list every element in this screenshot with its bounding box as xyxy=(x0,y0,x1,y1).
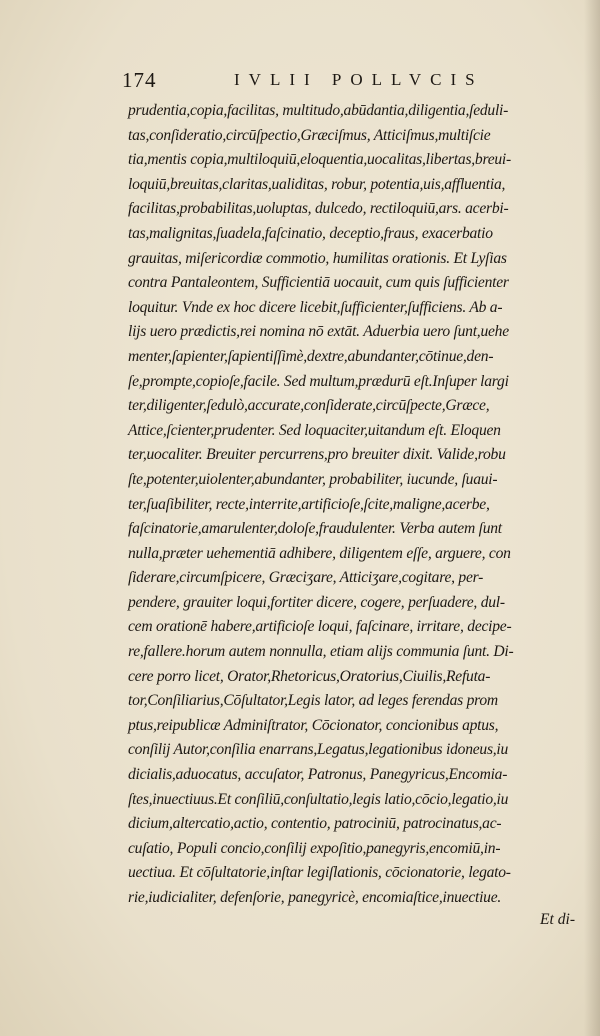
text-line: grauitas, miſericordiæ commotio, humilitas orationis. Et Lyſias xyxy=(128,249,507,267)
text-line: menter,ſapienter,ſapientiſſimè,dextre,abundanter,cōtinue,den- xyxy=(128,347,494,365)
text-line: loquiū,breuitas,claritas,ualiditas, robur, potentia,uis,affluentia, xyxy=(128,175,506,193)
text-line: cem orationē habere,artificioſe loqui, faſcinare, irritare, decipe- xyxy=(128,618,512,636)
text-line: ſiderare,circumſpicere, Græciʒare, Atticiʒare,cogitare, per- xyxy=(128,569,484,587)
text-line: lijs uero prædictis,rei nomina nō extāt. Aduerbia uero ſunt,uehe xyxy=(128,323,509,341)
text-line: prudentia,copia,facilitas, multitudo,abūdantia,diligentia,ſeduli- xyxy=(128,102,509,119)
text-line: dicialis,aduocatus, accuſator, Patronus, Panegyricus,Encomia- xyxy=(128,766,508,784)
text-line: faſcinatorie,amarulenter,doloſe,fraudulenter. Verba autem ſunt xyxy=(128,520,502,538)
text-line: ptus,reipublicæ Adminiſtrator, Cōcionator, concionibus aptus, xyxy=(128,716,499,734)
text-line: ter,diligenter,ſedulò,accurate,conſiderate,circūſpecte,Græce, xyxy=(128,397,490,415)
text-line: nulla,præter uehementiā adhibere, diligentem eſſe, arguere, con xyxy=(128,544,511,562)
running-title: IVLII POLLVCIS xyxy=(234,70,484,89)
text-line: cere porro licet, Orator,Rhetoricus,Oratorius,Ciuilis,Refuta- xyxy=(128,667,491,685)
catchword: Et di- xyxy=(540,911,576,928)
page-number: 174 xyxy=(122,68,157,92)
text-line: cuſatio, Populi concio,conſilij expoſitio,panegyris,encomiū,in- xyxy=(128,839,501,857)
text-line: loquitur. Vnde ex hoc dicere licebit,ſufficienter,ſufficiens. Ab a- xyxy=(128,298,503,316)
text-line: ſtes,inuectiuus.Et conſiliū,conſultatio,legis latio,cōcio,legatio,iu xyxy=(128,790,509,808)
text-line: pendere, grauiter loqui,fortiter dicere, cogere, perſuadere, dul- xyxy=(128,593,505,611)
body-text xyxy=(128,99,574,911)
text-line: re,fallere.horum autem nonnulla, etiam alijs communia ſunt. Di- xyxy=(128,643,514,661)
text-line: ter,ſuaſibiliter, recte,interrite,artificioſe,ſcite,maligne,acerbe, xyxy=(128,495,490,513)
text-line: tor,Conſiliarius,Cōſultator,Legis lator, ad leges ferendas prom xyxy=(128,692,498,710)
text-line: facilitas,probabilitas,uoluptas, dulcedo, rectiloquiū,ars. acerbi- xyxy=(128,200,509,218)
text-line: Attice,ſcienter,prudenter. Sed loquaciter,uitandum eſt. Eloquen xyxy=(128,421,501,439)
text-line: dicium,altercatio,actio, contentio, patrociniū, patrocinatus,ac- xyxy=(128,815,502,833)
text-line: tas,conſideratio,circūſpectio,Græciſmus, Atticiſmus,multiſcie xyxy=(128,126,491,144)
text-line: tia,mentis copia,multiloquiū,eloquentia,uocalitas,libertas,breui- xyxy=(128,151,511,169)
text-line: rie,iudicialiter, defenſorie, panegyricè, encomiaſtice,inuectiue. xyxy=(128,889,502,906)
text-line: ſe,prompte,copioſe,facile. Sed multum,prædurū eſt.Inſuper largi xyxy=(128,372,509,390)
text-line: ſte,potenter,uiolenter,abundanter, probabiliter, iucunde, ſuaui- xyxy=(128,470,498,488)
text-line: conſilij Autor,conſilia enarrans,Legatus,legationibus idoneus,iu xyxy=(128,741,509,759)
text-line: contra Pantaleontem, Sufficientiā uocauit, cum quis ſufficienter xyxy=(128,274,509,292)
page-header xyxy=(122,68,522,94)
text-line: tas,malignitas,ſuadela,faſcinatio, deceptio,fraus, exacerbatio xyxy=(128,224,493,242)
text-line: ter,uocaliter. Breuiter percurrens,pro breuiter dixit. Valide,robu xyxy=(128,446,506,464)
text-line: uectiua. Et cōſultatorie,inſtar legiſlationis, cōcionatorie, legato- xyxy=(128,864,511,882)
page-edge-shadow xyxy=(584,0,600,1036)
